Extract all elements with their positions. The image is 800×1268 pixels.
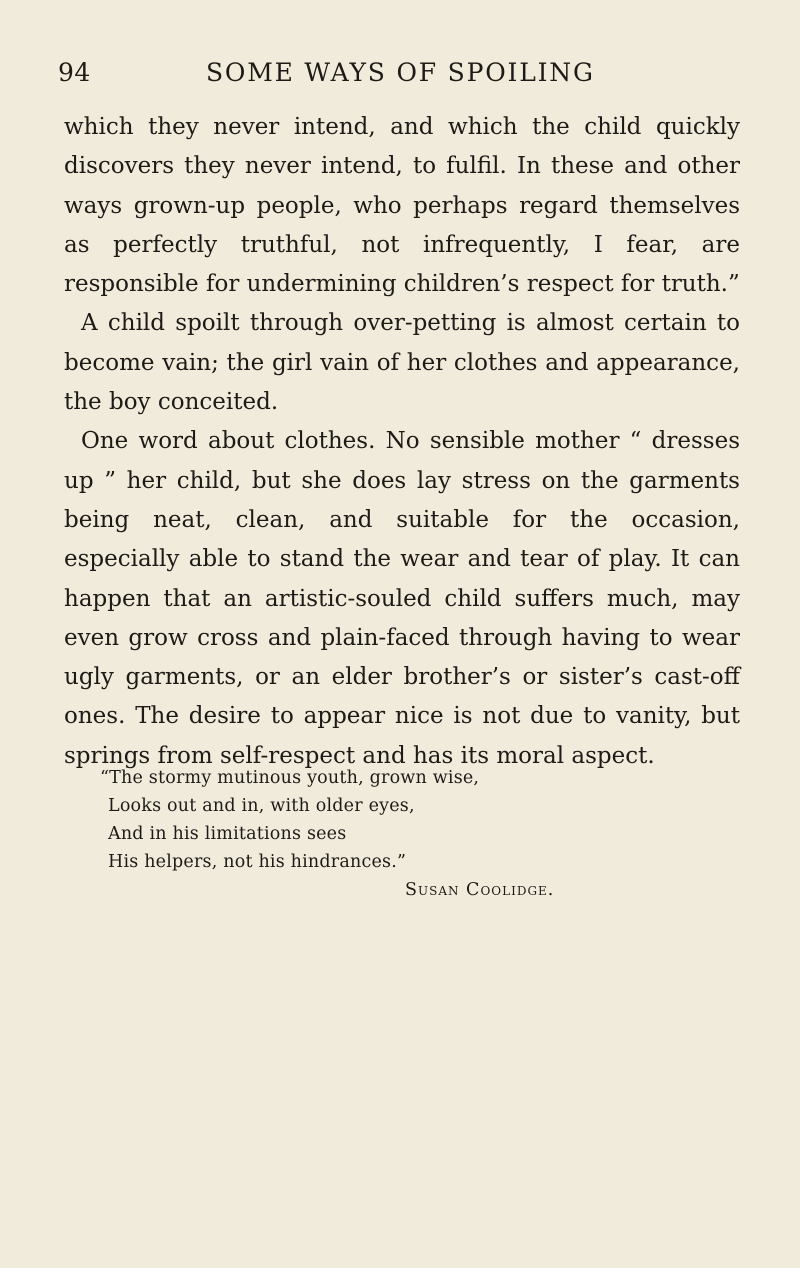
quote-attribution: Susan Coolidge. xyxy=(405,880,555,900)
page-header xyxy=(58,58,742,98)
paragraph: A child spoilt through over-petting is almost certain to become vain; the girl vain of her clothes and appearance, the boy conceited. xyxy=(64,310,740,416)
epigraph-quote xyxy=(100,764,708,904)
paragraph: One word about clothes. No sensible mother “ dresses up ” her child, but she does lay stress on the garments being neat, clean, and suitable for the occasion, especially able to stand the wear and tear of play. It can happen that an artistic-souled child suffers much, may even grow cross and plain-faced through having to wear ugly garments, or an elder brother’s or sister’s cast-off ones. The desire to appear nice is not due to vanity, but springs from self-respect and has its moral aspect. xyxy=(64,428,740,769)
verse-line: “The stormy mutinous youth, grown wise, xyxy=(100,768,480,788)
body-text xyxy=(64,108,740,776)
page-number: 94 xyxy=(58,58,91,87)
running-head: SOME WAYS OF SPOILING xyxy=(206,58,595,87)
verse-line: Looks out and in, with older eyes, xyxy=(108,796,415,816)
verse-line: And in his limitations sees xyxy=(108,824,347,844)
paragraph: which they never intend, and which the child quickly discovers they never intend, to fulfil. In these and other ways grown-up people, who perhaps regard themselves as perfectly truthful, not infrequently, I fear, are responsible for undermining children’s respect for truth.” xyxy=(64,114,740,298)
verse-line: His helpers, not his hindrances.” xyxy=(108,852,407,872)
